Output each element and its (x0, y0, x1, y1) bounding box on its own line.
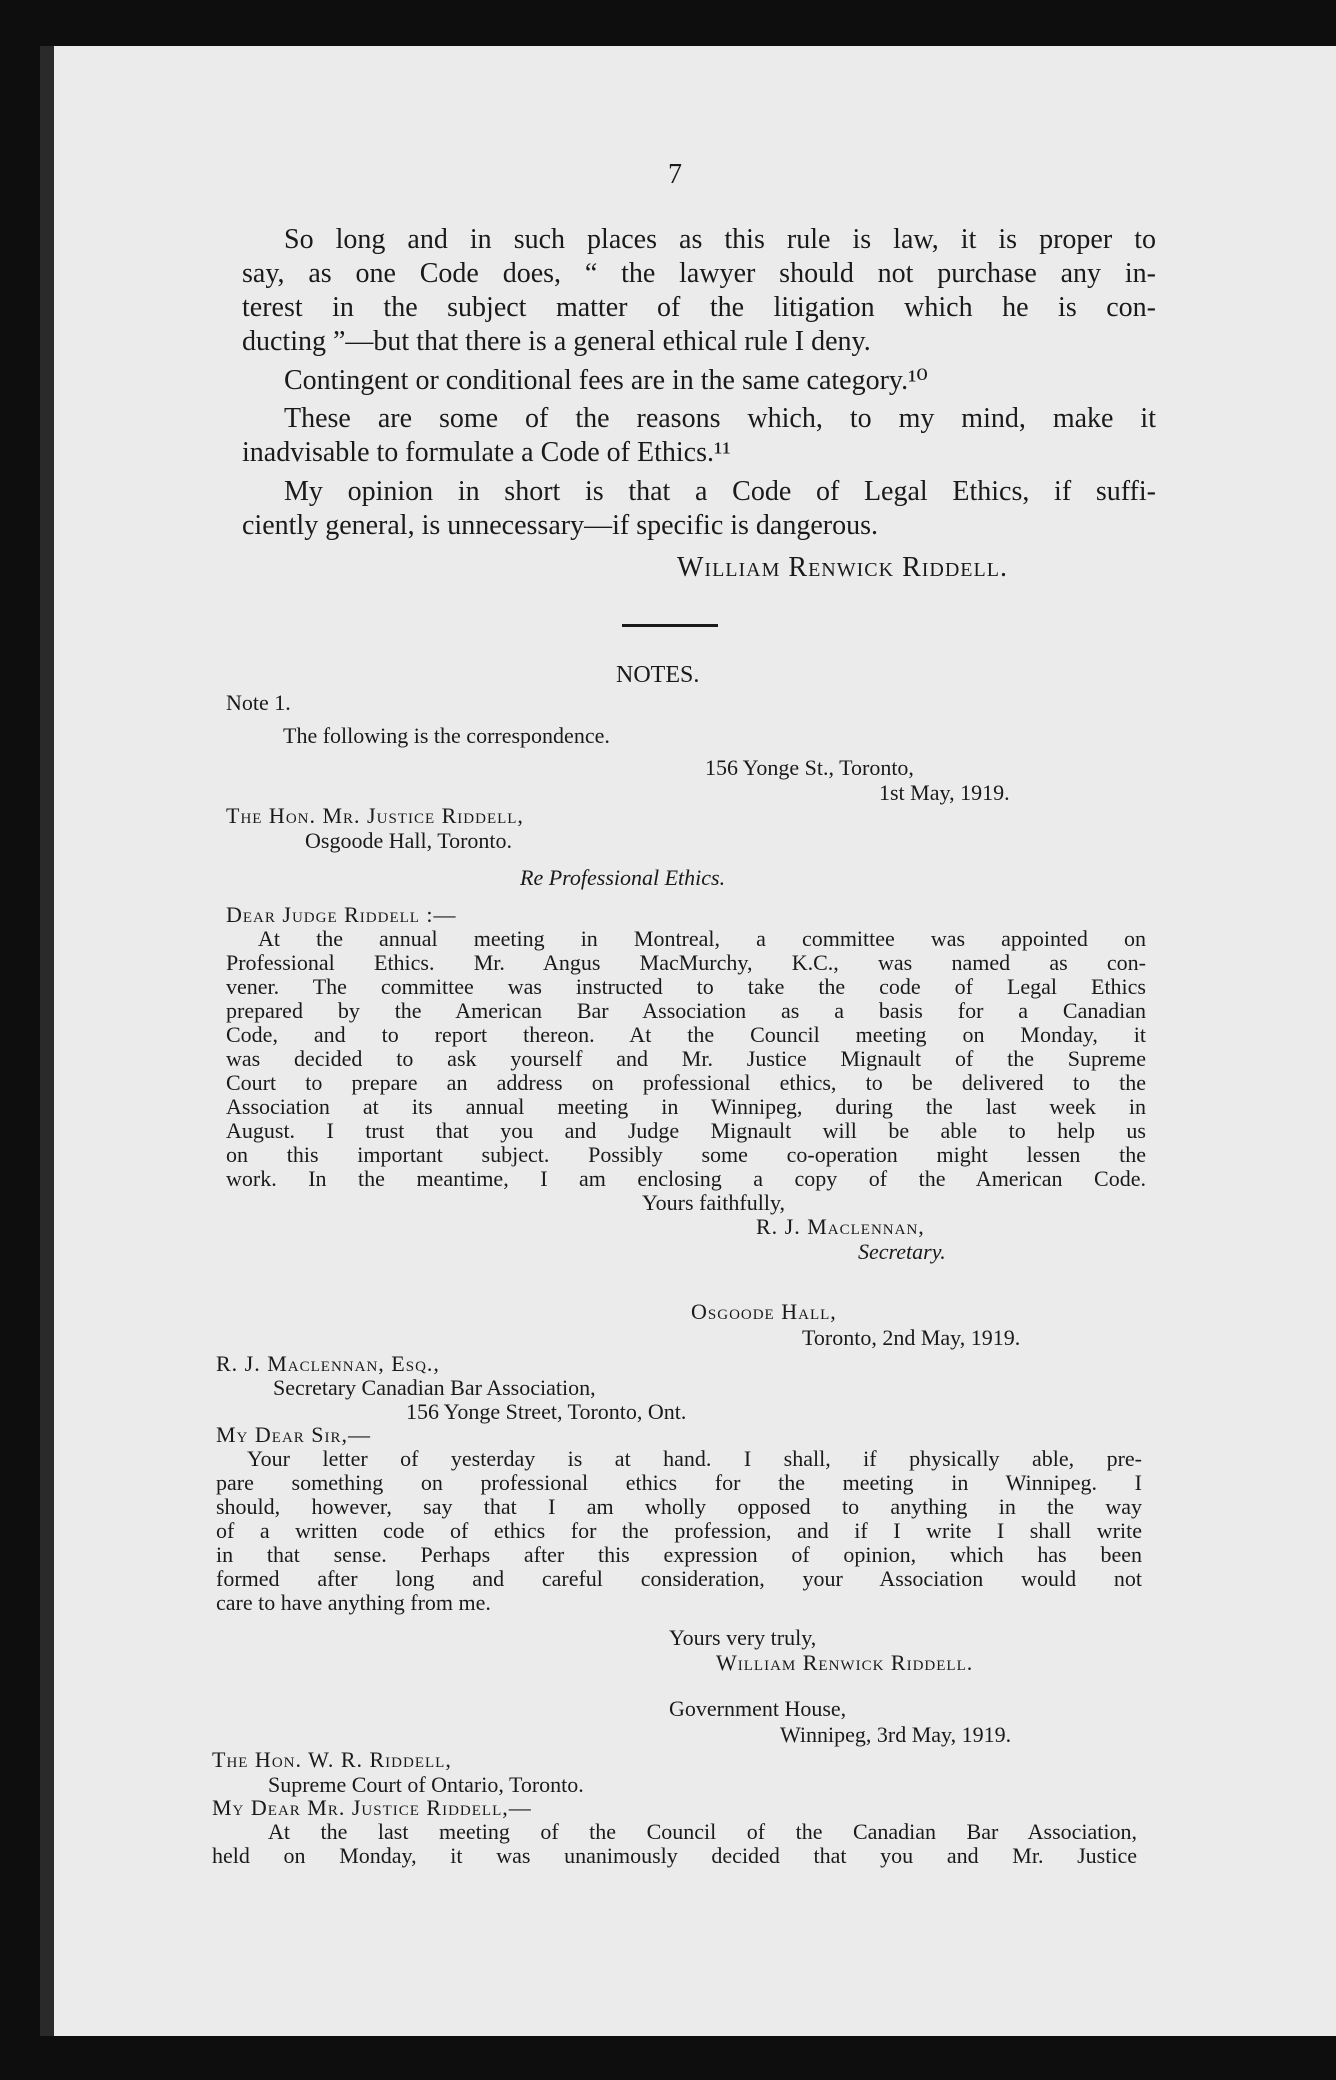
letter1-body-line: vener. The committee was instructed to take the code of Legal Ethics (226, 974, 1146, 999)
letter1-body-line: prepared by the American Bar Association as a basis for a Canadian (226, 998, 1146, 1023)
letter2-recipient-title: Secretary Canadian Bar Association, (273, 1375, 596, 1400)
paragraph-4-line-2: ciently general, is unnecessary—if specific is dangerous. (242, 510, 879, 541)
note-label: Note 1. (226, 690, 291, 715)
paragraph-1-line-3: terest in the subject matter of the litigation which he is con- (242, 292, 1156, 323)
letter1-salutation: Dear Judge Riddell :— (226, 902, 457, 927)
letter1-body-line: At the annual meeting in Montreal, a committee was appointed on (258, 926, 1146, 951)
letter1-body-line: on this important subject. Possibly some co-operation might lessen the (226, 1142, 1146, 1167)
letter2-recipient: R. J. Maclennan, Esq., (216, 1351, 440, 1376)
author-signature: William Renwick Riddell. (677, 552, 1008, 583)
letter1-signer-title: Secretary. (858, 1239, 946, 1264)
letter1-body-line: August. I trust that you and Judge Mignault will be able to help us (226, 1118, 1146, 1143)
paragraph-3-line-1: These are some of the reasons which, to my mind, make it (284, 403, 1156, 434)
letter1-body-line: work. In the meantime, I am enclosing a copy of the American Code. (226, 1166, 1146, 1191)
paragraph-2: Contingent or conditional fees are in the same category.¹⁰ (284, 365, 928, 396)
letter1-body-line: Professional Ethics. Mr. Angus MacMurchy, K.C., was named as con- (226, 950, 1146, 975)
letter3-recipient: The Hon. W. R. Riddell, (212, 1747, 452, 1772)
letter2-body-line: pare something on professional ethics for the meeting in Winnipeg. I (216, 1470, 1142, 1495)
letter2-recipient-address: 156 Yonge Street, Toronto, Ont. (406, 1399, 687, 1424)
letter1-subject: Re Professional Ethics. (520, 865, 726, 890)
notes-intro: The following is the correspondence. (283, 723, 610, 748)
letter2-body-line: care to have anything from me. (216, 1590, 491, 1615)
paragraph-1-line-4: ducting ”—but that there is a general ethical rule I deny. (242, 326, 871, 357)
letter3-body-line: held on Monday, it was unanimously decided that you and Mr. Justice (212, 1843, 1137, 1868)
paragraph-1-line-2: say, as one Code does, “ the lawyer should not purchase any in- (242, 258, 1156, 289)
letter2-body-line: of a written code of ethics for the profession, and if I write I shall write (216, 1518, 1142, 1543)
letter3-address-line-1: Government House, (669, 1696, 847, 1721)
letter1-address-line-1: 156 Yonge St., Toronto, (705, 755, 914, 780)
letter1-signer: R. J. Maclennan, (756, 1214, 925, 1239)
letter1-closing: Yours faithfully, (642, 1190, 786, 1215)
letter2-address-line-2: Toronto, 2nd May, 1919. (802, 1325, 1021, 1350)
letter1-body-line: Association at its annual meeting in Winnipeg, during the last week in (226, 1094, 1146, 1119)
paragraph-3-line-2: inadvisable to formulate a Code of Ethics.¹¹ (242, 437, 731, 468)
letter3-salutation: My Dear Mr. Justice Riddell,— (212, 1795, 532, 1820)
notes-heading: NOTES. (616, 662, 700, 688)
letter1-address-line-2: 1st May, 1919. (879, 780, 1010, 805)
letter2-body-line: Your letter of yesterday is at hand. I shall, if physically able, pre- (247, 1446, 1142, 1471)
letter3-recipient-address: Supreme Court of Ontario, Toronto. (268, 1772, 584, 1797)
letter3-body-line: At the last meeting of the Council of the Canadian Bar Association, (268, 1819, 1137, 1844)
letter2-body-line: formed after long and careful consideration, your Association would not (216, 1566, 1142, 1591)
letter1-recipient-address: Osgoode Hall, Toronto. (305, 828, 513, 853)
letter1-body-line: was decided to ask yourself and Mr. Justice Mignault of the Supreme (226, 1046, 1146, 1071)
letter2-closing: Yours very truly, (669, 1625, 817, 1650)
letter2-body-line: in that sense. Perhaps after this expression of opinion, which has been (216, 1542, 1142, 1567)
letter2-body-line: should, however, say that I am wholly opposed to anything in the way (216, 1494, 1142, 1519)
paragraph-1-line-1: So long and in such places as this rule is law, it is proper to (284, 224, 1156, 255)
letter1-body-line: Court to prepare an address on professional ethics, to be delivered to the (226, 1070, 1146, 1095)
section-divider (622, 624, 718, 627)
paragraph-4-line-1: My opinion in short is that a Code of Legal Ethics, if suffi- (284, 476, 1156, 507)
page-number: 7 (668, 159, 682, 190)
letter2-address-line-1: Osgoode Hall, (691, 1299, 837, 1324)
letter1-body-line: Code, and to report thereon. At the Council meeting on Monday, it (226, 1022, 1146, 1047)
document-page (40, 46, 1336, 2036)
letter1-recipient: The Hon. Mr. Justice Riddell, (226, 803, 524, 828)
letter2-salutation: My Dear Sir,— (216, 1422, 372, 1447)
letter3-address-line-2: Winnipeg, 3rd May, 1919. (780, 1722, 1012, 1747)
letter2-signer: William Renwick Riddell. (716, 1650, 974, 1675)
page-edge-shadow (40, 46, 54, 2036)
